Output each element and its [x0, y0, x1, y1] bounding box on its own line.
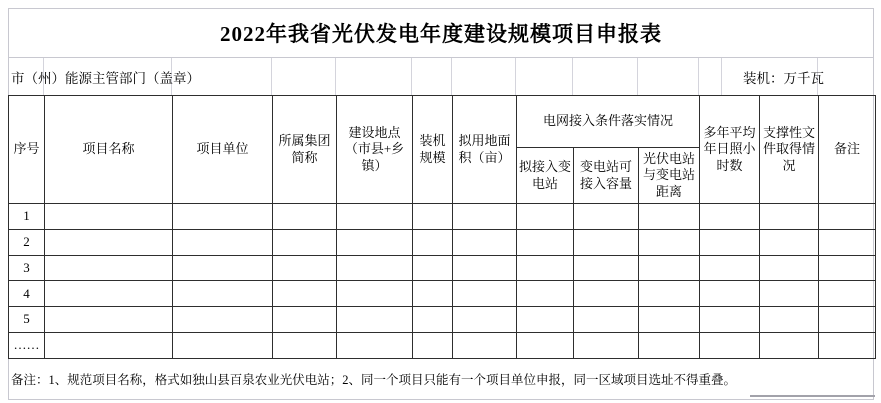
empty-cell [700, 255, 760, 281]
empty-cell [574, 333, 639, 359]
table-body [9, 204, 876, 359]
table-row [9, 281, 876, 307]
empty-cell [819, 255, 876, 281]
empty-cell [700, 204, 760, 230]
empty-cell [413, 255, 453, 281]
empty-cell [337, 281, 413, 307]
projects-table [8, 95, 876, 359]
empty-cell [700, 333, 760, 359]
col-header-land-area: 拟用地面积（亩） [453, 96, 517, 204]
empty-cell [700, 281, 760, 307]
empty-cell [819, 281, 876, 307]
empty-cell [819, 307, 876, 333]
empty-cell [760, 255, 819, 281]
empty-cell [173, 204, 273, 230]
bottom-edge-shadow [750, 395, 875, 397]
empty-cell [453, 333, 517, 359]
empty-cell [453, 229, 517, 255]
empty-cell [639, 204, 700, 230]
empty-cell [45, 333, 173, 359]
empty-cell [639, 229, 700, 255]
empty-cell [413, 229, 453, 255]
empty-cell [413, 333, 453, 359]
col-header-location: 建设地点（市县+乡镇） [337, 96, 413, 204]
title-row [9, 9, 873, 58]
empty-cell [273, 281, 337, 307]
empty-cell [517, 229, 574, 255]
row-serial: 2 [9, 229, 45, 255]
col-header-serial: 序号 [9, 96, 45, 204]
empty-cell [760, 229, 819, 255]
empty-cell [639, 255, 700, 281]
empty-cell [453, 204, 517, 230]
footer-note: 备注：1、规范项目名称，格式如独山县百泉农业光伏电站；2、同一个项目只能有一个项目单位申报，同一区域项目选址不得重叠。 [11, 373, 737, 387]
empty-cell [273, 333, 337, 359]
empty-cell [337, 229, 413, 255]
grid-line [335, 58, 336, 95]
row-serial: 1 [9, 204, 45, 230]
row-serial: …… [9, 333, 45, 359]
empty-cell [453, 281, 517, 307]
empty-cell [517, 333, 574, 359]
application-form-sheet [8, 8, 874, 400]
col-header-grid-access-group: 电网接入条件落实情况 [517, 96, 700, 148]
empty-cell [517, 255, 574, 281]
empty-cell [574, 204, 639, 230]
col-header-group-abbr: 所属集团简称 [273, 96, 337, 204]
empty-cell [173, 333, 273, 359]
col-header-project-unit: 项目单位 [173, 96, 273, 204]
row-serial: 3 [9, 255, 45, 281]
empty-cell [517, 307, 574, 333]
footer-row [9, 359, 873, 399]
empty-cell [453, 255, 517, 281]
empty-cell [639, 333, 700, 359]
empty-cell [819, 204, 876, 230]
empty-cell [273, 255, 337, 281]
empty-cell [700, 229, 760, 255]
empty-cell [173, 229, 273, 255]
empty-cell [45, 307, 173, 333]
authority-stamp-label: 市（州）能源主管部门（盖章） [11, 70, 200, 86]
empty-cell [517, 204, 574, 230]
empty-cell [819, 333, 876, 359]
row-serial: 4 [9, 281, 45, 307]
empty-cell [760, 281, 819, 307]
table-row [9, 229, 876, 255]
empty-cell [273, 229, 337, 255]
empty-cell [574, 229, 639, 255]
col-header-capacity: 装机规模 [413, 96, 453, 204]
empty-cell [45, 281, 173, 307]
col-header-substation-capacity: 变电站可接入容量 [574, 148, 639, 204]
empty-cell [337, 333, 413, 359]
empty-cell [273, 204, 337, 230]
empty-cell [273, 307, 337, 333]
empty-cell [639, 307, 700, 333]
empty-cell [760, 333, 819, 359]
empty-cell [173, 281, 273, 307]
empty-cell [413, 204, 453, 230]
empty-cell [517, 281, 574, 307]
empty-cell [45, 229, 173, 255]
col-header-sunshine-hours: 多年平均年日照小时数 [700, 96, 760, 204]
empty-cell [413, 281, 453, 307]
empty-cell [760, 307, 819, 333]
empty-cell [574, 255, 639, 281]
empty-cell [819, 229, 876, 255]
grid-line [271, 58, 272, 95]
grid-line [451, 58, 452, 95]
grid-line [411, 58, 412, 95]
info-row [9, 58, 873, 95]
col-header-substation: 拟接入变电站 [517, 148, 574, 204]
capacity-unit-label: 装机：万千瓦 [743, 70, 824, 86]
empty-cell [337, 204, 413, 230]
table-row [9, 333, 876, 359]
empty-cell [413, 307, 453, 333]
col-header-substation-distance: 光伏电站与变电站距离 [639, 148, 700, 204]
empty-cell [760, 204, 819, 230]
table-row [9, 255, 876, 281]
col-header-project-name: 项目名称 [45, 96, 173, 204]
grid-line [637, 58, 638, 95]
empty-cell [173, 307, 273, 333]
empty-cell [337, 255, 413, 281]
empty-cell [574, 281, 639, 307]
col-header-support-docs: 支撑性文件取得情况 [760, 96, 819, 204]
table-row [9, 307, 876, 333]
table-row [9, 204, 876, 230]
row-serial: 5 [9, 307, 45, 333]
grid-line [515, 58, 516, 95]
empty-cell [700, 307, 760, 333]
grid-line [721, 58, 722, 95]
grid-line [698, 58, 699, 95]
empty-cell [45, 255, 173, 281]
empty-cell [453, 307, 517, 333]
col-header-remarks: 备注 [819, 96, 876, 204]
form-title: 2022年我省光伏发电年度建设规模项目申报表 [220, 22, 662, 46]
empty-cell [173, 255, 273, 281]
empty-cell [574, 307, 639, 333]
empty-cell [45, 204, 173, 230]
grid-line [572, 58, 573, 95]
table-header [9, 96, 876, 204]
empty-cell [337, 307, 413, 333]
empty-cell [639, 281, 700, 307]
